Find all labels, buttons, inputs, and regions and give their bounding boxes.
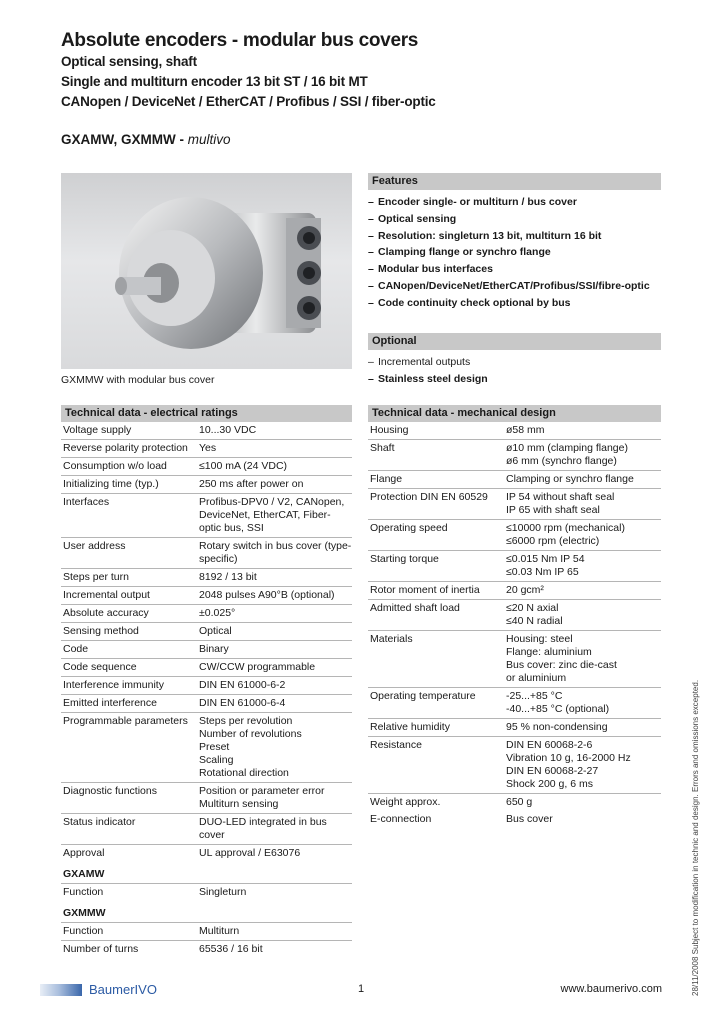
spec-label: Interfaces (61, 494, 197, 538)
spec-value: Clamping or synchro flange (504, 471, 661, 489)
spec-label: Incremental output (61, 587, 197, 605)
spec-label: Number of turns (63, 943, 139, 955)
spec-row (61, 569, 352, 587)
spec-row (61, 587, 352, 605)
variant-heading-row (61, 862, 352, 884)
variant-heading: GXMMW (61, 901, 352, 923)
spec-value: 10...30 VDC (197, 422, 352, 440)
feature-item: – Encoder single- or multiturn / bus cover (368, 194, 661, 211)
spec-value: 250 ms after power on (197, 476, 352, 494)
spec-label: Absolute accuracy (61, 605, 197, 623)
spec-value: 8192 / 13 bit (197, 569, 352, 587)
product-photo (61, 173, 352, 369)
spec-label: Materials (368, 631, 504, 688)
spec-label: Admitted shaft load (368, 600, 504, 631)
spec-row (61, 713, 352, 783)
spec-label: Operating speed (368, 520, 504, 551)
spec-value: Profibus-DPV0 / V2, CANopen, DeviceNet, EtherCAT, Fiber-optic bus, SSI (197, 494, 352, 538)
optional-list (368, 354, 661, 388)
spec-label: Status indicator (61, 814, 197, 845)
spec-label: Code (61, 641, 197, 659)
features-heading: Features (368, 173, 661, 190)
spec-row (61, 494, 352, 538)
feature-item: – Clamping flange or synchro flange (368, 244, 661, 261)
spec-value: Binary (197, 641, 352, 659)
spec-row (61, 623, 352, 641)
spec-label: Programmable parameters (61, 713, 197, 783)
optional-heading: Optional (368, 333, 661, 350)
spec-row (61, 440, 352, 458)
brand-name: Baumer (89, 982, 135, 997)
spec-value: ø10 mm (clamping flange) ø6 mm (synchro flange) (504, 440, 661, 471)
feature-item: – Modular bus interfaces (368, 261, 661, 278)
spec-label: Shaft (368, 440, 504, 471)
spec-value: 2048 pulses A90°B (optional) (197, 587, 352, 605)
spec-label: Operating temperature (368, 688, 504, 719)
spec-value: ≤0.015 Nm IP 54 ≤0.03 Nm IP 65 (504, 551, 661, 582)
spec-label: Rotor moment of inertia (368, 582, 504, 600)
spec-value: DIN EN 61000-6-4 (197, 695, 352, 713)
spec-value: 65536 / 16 bit (199, 943, 263, 955)
spec-row (368, 631, 661, 688)
features-list (368, 194, 661, 312)
optional-item: – Stainless steel design (368, 371, 661, 388)
spec-value: ±0.025° (197, 605, 352, 623)
spec-label: Weight approx. (370, 796, 441, 808)
spec-row (368, 440, 661, 471)
spec-row (368, 719, 661, 737)
model-series: multivo (187, 132, 231, 147)
spec-row (61, 659, 352, 677)
encoder-illustration (61, 173, 352, 369)
spec-row (368, 811, 661, 828)
spec-value: -25...+85 °C -40...+85 °C (optional) (504, 688, 661, 719)
spec-value: Position or parameter error Multiturn sensing (197, 783, 352, 814)
footer (0, 982, 720, 1000)
optional-item: – Incremental outputs (368, 354, 661, 371)
spec-row (61, 641, 352, 659)
brand-logo (89, 982, 157, 997)
spec-label: Protection DIN EN 60529 (368, 489, 504, 520)
spec-row (61, 814, 352, 845)
spec-value: 95 % non-condensing (504, 719, 661, 737)
spec-row (368, 551, 661, 582)
spec-value: Housing: steel Flange: aluminium Bus cover: zinc die-cast or aluminium (504, 631, 661, 688)
spec-label: Steps per turn (61, 569, 197, 587)
spec-value: DIN EN 61000-6-2 (197, 677, 352, 695)
mechanical-table (368, 422, 661, 828)
electrical-table (61, 422, 352, 958)
spec-label: Resistance (368, 737, 504, 794)
spec-value: CW/CCW programmable (197, 659, 352, 677)
spec-label: Flange (368, 471, 504, 489)
spec-label: Approval (63, 847, 105, 859)
spec-row (368, 600, 661, 631)
feature-item: – Resolution: singleturn 13 bit, multiturn 16 bit (368, 228, 661, 245)
mechanical-heading: Technical data - mechanical design (368, 405, 661, 422)
spec-label: Starting torque (368, 551, 504, 582)
spec-row (61, 941, 352, 959)
side-note (688, 656, 702, 996)
spec-row (368, 520, 661, 551)
feature-item: – CANopen/DeviceNet/EtherCAT/Profibus/SSI/fibre-optic (368, 278, 661, 295)
spec-value: ≤20 N axial ≤40 N radial (504, 600, 661, 631)
photo-caption: GXMMW with modular bus cover (61, 374, 215, 386)
subtitle-sensing: Optical sensing, shaft (61, 54, 197, 69)
spec-value: Singleturn (199, 886, 247, 898)
subtitle-resolution: Single and multiturn encoder 13 bit ST / 16 bit MT (61, 74, 368, 89)
spec-value: 20 gcm² (504, 582, 661, 600)
brand-suffix: IVO (134, 982, 157, 997)
spec-label: Voltage supply (61, 422, 197, 440)
spec-row (368, 471, 661, 489)
spec-row (61, 422, 352, 440)
spec-row (61, 695, 352, 713)
features-box (368, 173, 661, 312)
spec-label: Housing (368, 422, 504, 440)
mechanical-design (368, 405, 661, 828)
variant-heading-row (61, 901, 352, 923)
model-line (61, 132, 231, 147)
spec-label: User address (61, 538, 197, 569)
subtitle-interfaces: CANopen / DeviceNet / EtherCAT / Profibus / SSI / fiber-optic (61, 94, 436, 109)
spec-row (61, 458, 352, 476)
feature-item: – Optical sensing (368, 211, 661, 228)
spec-label: Sensing method (61, 623, 197, 641)
spec-label: Function (63, 886, 104, 898)
electrical-heading: Technical data - electrical ratings (61, 405, 352, 422)
spec-row (61, 783, 352, 814)
spec-value: Optical (197, 623, 352, 641)
model-name: GXAMW, GXMMW - (61, 132, 188, 147)
spec-label: Initializing time (typ.) (61, 476, 197, 494)
spec-label: Function (61, 923, 197, 941)
spec-value: Yes (197, 440, 352, 458)
spec-value: Multiturn (197, 923, 352, 941)
spec-label: Consumption w/o load (61, 458, 197, 476)
spec-value: ≤100 mA (24 VDC) (197, 458, 352, 476)
spec-value: IP 54 without shaft seal IP 65 with shaft seal (504, 489, 661, 520)
spec-row (61, 605, 352, 623)
spec-row (61, 677, 352, 695)
spec-value: Bus cover (506, 813, 553, 825)
website-link[interactable]: www.baumerivo.com (560, 983, 662, 995)
spec-row (368, 688, 661, 719)
spec-value: Rotary switch in bus cover (type-specific) (197, 538, 352, 569)
spec-value: DUO-LED integrated in bus cover (197, 814, 352, 845)
spec-value: ø58 mm (504, 422, 661, 440)
spec-label: E-connection (370, 813, 432, 825)
spec-value: DIN EN 60068-2-6 Vibration 10 g, 16-2000 Hz DIN EN 60068-2-27 Shock 200 g, 6 ms (504, 737, 661, 794)
spec-value: ≤10000 rpm (mechanical) ≤6000 rpm (electric) (504, 520, 661, 551)
spec-row (61, 884, 352, 902)
side-note-text: 28/11/2008 Subject to modification in technic and design. Errors and omissions excepted. (691, 679, 700, 996)
spec-label: Emitted interference (61, 695, 197, 713)
brand-logo-bar (40, 984, 82, 996)
spec-row (61, 923, 352, 941)
feature-item: – Code continuity check optional by bus (368, 295, 661, 312)
spec-row (61, 476, 352, 494)
spec-label: Interference immunity (61, 677, 197, 695)
spec-label: Reverse polarity protection (61, 440, 197, 458)
spec-label: Relative humidity (368, 719, 504, 737)
spec-value: Steps per revolution Number of revolutions Preset Scaling Rotational direction (197, 713, 352, 783)
spec-value: 650 g (506, 796, 533, 808)
spec-row (368, 489, 661, 520)
document-header (61, 30, 661, 112)
electrical-ratings (61, 405, 352, 958)
spec-row (61, 845, 352, 863)
spec-row (368, 582, 661, 600)
spec-row (368, 794, 661, 812)
spec-label: Diagnostic functions (61, 783, 197, 814)
spec-value: UL approval / E63076 (199, 847, 301, 859)
optional-box (368, 333, 661, 388)
spec-row (368, 422, 661, 440)
page-number: 1 (358, 983, 365, 995)
spec-row (368, 737, 661, 794)
spec-label: Code sequence (61, 659, 197, 677)
variant-heading: GXAMW (61, 862, 352, 884)
spec-row (61, 538, 352, 569)
page-title: Absolute encoders - modular bus covers (61, 30, 419, 51)
